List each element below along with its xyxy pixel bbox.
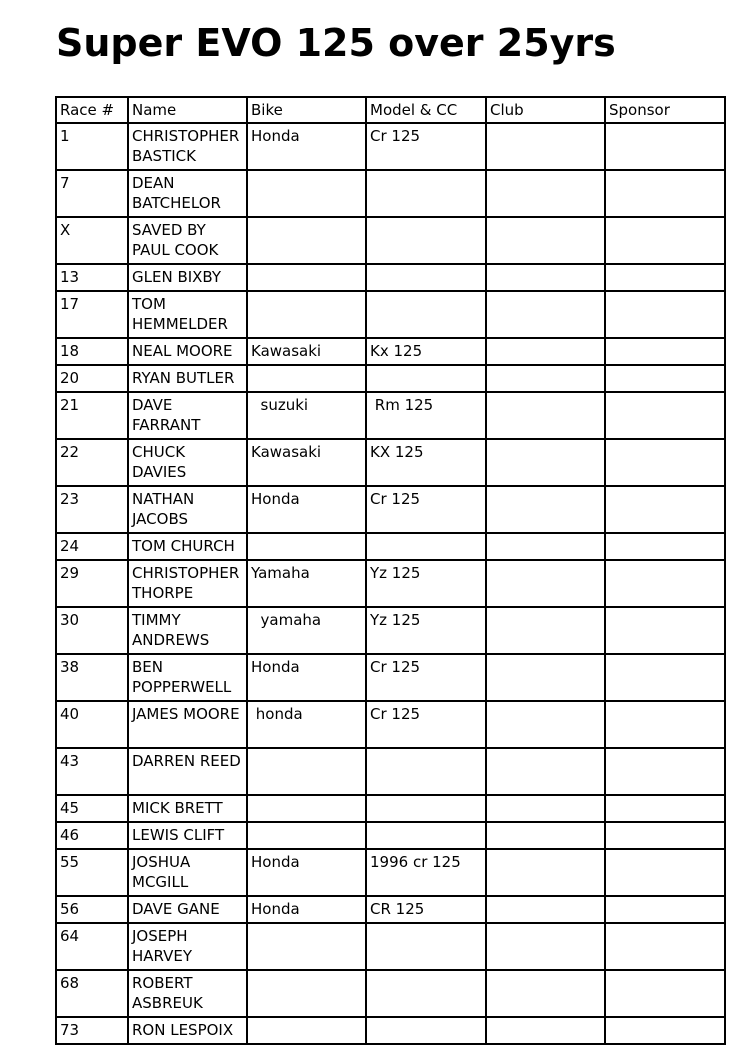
sponsor-cell <box>605 365 725 392</box>
race-number-cell: 73 <box>56 1017 128 1044</box>
rider-name-cell: BEN POPPERWELL <box>128 654 247 701</box>
rider-name-cell: NATHAN JACOBS <box>128 486 247 533</box>
club-cell <box>486 264 605 291</box>
rider-name-cell: RON LESPOIX <box>128 1017 247 1044</box>
club-cell <box>486 338 605 365</box>
model-cc-cell <box>366 264 486 291</box>
model-cc-cell <box>366 795 486 822</box>
bike-cell <box>247 291 366 338</box>
sponsor-cell <box>605 607 725 654</box>
rider-name-cell: TOM CHURCH <box>128 533 247 560</box>
page-title: Super EVO 125 over 25yrs <box>56 21 616 65</box>
table-row <box>56 795 725 822</box>
sponsor-cell <box>605 560 725 607</box>
club-cell <box>486 1017 605 1044</box>
sponsor-cell <box>605 170 725 217</box>
table-row <box>56 560 725 607</box>
club-cell <box>486 923 605 970</box>
rider-name-cell: DARREN REED <box>128 748 247 795</box>
rider-name-cell: TOM HEMMELDER <box>128 291 247 338</box>
rider-name-cell: DAVE FARRANT <box>128 392 247 439</box>
table-row <box>56 748 725 795</box>
race-number-cell: 24 <box>56 533 128 560</box>
column-header-race: Race # <box>56 97 128 123</box>
table-row <box>56 1017 725 1044</box>
bike-cell: suzuki <box>247 392 366 439</box>
rider-name-cell: JOSEPH HARVEY <box>128 923 247 970</box>
table-row <box>56 486 725 533</box>
rider-name-cell: NEAL MOORE <box>128 338 247 365</box>
club-cell <box>486 748 605 795</box>
race-number-cell: 13 <box>56 264 128 291</box>
race-number-cell: X <box>56 217 128 264</box>
rider-name-cell: RYAN BUTLER <box>128 365 247 392</box>
race-number-cell: 45 <box>56 795 128 822</box>
bike-cell: Kawasaki <box>247 439 366 486</box>
table-row <box>56 123 725 170</box>
race-number-cell: 46 <box>56 822 128 849</box>
column-header-sponsor: Sponsor <box>605 97 725 123</box>
club-cell <box>486 170 605 217</box>
race-number-cell: 7 <box>56 170 128 217</box>
model-cc-cell <box>366 365 486 392</box>
rider-name-cell: ROBERT ASBREUK <box>128 970 247 1017</box>
rider-name-cell: CHUCK DAVIES <box>128 439 247 486</box>
table-row <box>56 291 725 338</box>
sponsor-cell <box>605 291 725 338</box>
model-cc-cell: Cr 125 <box>366 654 486 701</box>
table-row <box>56 701 725 748</box>
model-cc-cell: Cr 125 <box>366 123 486 170</box>
race-number-cell: 55 <box>56 849 128 896</box>
model-cc-cell: 1996 cr 125 <box>366 849 486 896</box>
race-number-cell: 18 <box>56 338 128 365</box>
bike-cell: Yamaha <box>247 560 366 607</box>
model-cc-cell: Cr 125 <box>366 701 486 748</box>
sponsor-cell <box>605 217 725 264</box>
race-number-cell: 43 <box>56 748 128 795</box>
rider-name-cell: DEAN BATCHELOR <box>128 170 247 217</box>
sponsor-cell <box>605 701 725 748</box>
model-cc-cell: Rm 125 <box>366 392 486 439</box>
club-cell <box>486 970 605 1017</box>
rider-name-cell: CHRISTOPHER THORPE <box>128 560 247 607</box>
table-row <box>56 170 725 217</box>
model-cc-cell: Yz 125 <box>366 560 486 607</box>
rider-name-cell: MICK BRETT <box>128 795 247 822</box>
race-number-cell: 68 <box>56 970 128 1017</box>
sponsor-cell <box>605 123 725 170</box>
club-cell <box>486 533 605 560</box>
bike-cell <box>247 795 366 822</box>
rider-name-cell: JOSHUA MCGILL <box>128 849 247 896</box>
sponsor-cell <box>605 264 725 291</box>
club-cell <box>486 291 605 338</box>
race-number-cell: 17 <box>56 291 128 338</box>
club-cell <box>486 654 605 701</box>
table-row <box>56 392 725 439</box>
race-number-cell: 30 <box>56 607 128 654</box>
bike-cell <box>247 170 366 217</box>
model-cc-cell: Cr 125 <box>366 486 486 533</box>
entry-rows <box>56 123 725 1044</box>
table-row <box>56 822 725 849</box>
bike-cell: Honda <box>247 654 366 701</box>
bike-cell: yamaha <box>247 607 366 654</box>
bike-cell: Honda <box>247 486 366 533</box>
club-cell <box>486 392 605 439</box>
table-row <box>56 970 725 1017</box>
rider-name-cell: DAVE GANE <box>128 896 247 923</box>
club-cell <box>486 701 605 748</box>
club-cell <box>486 486 605 533</box>
club-cell <box>486 365 605 392</box>
sponsor-cell <box>605 439 725 486</box>
model-cc-cell <box>366 822 486 849</box>
table-row <box>56 264 725 291</box>
bike-cell <box>247 264 366 291</box>
club-cell <box>486 822 605 849</box>
club-cell <box>486 849 605 896</box>
model-cc-cell <box>366 533 486 560</box>
sponsor-cell <box>605 1017 725 1044</box>
bike-cell <box>247 365 366 392</box>
bike-cell: Honda <box>247 123 366 170</box>
table-row <box>56 607 725 654</box>
sponsor-cell <box>605 795 725 822</box>
rider-name-cell: GLEN BIXBY <box>128 264 247 291</box>
club-cell <box>486 560 605 607</box>
model-cc-cell <box>366 1017 486 1044</box>
sponsor-cell <box>605 533 725 560</box>
sponsor-cell <box>605 486 725 533</box>
header-row <box>56 97 725 123</box>
sponsor-cell <box>605 654 725 701</box>
sponsor-cell <box>605 923 725 970</box>
rider-name-cell: CHRISTOPHER BASTICK <box>128 123 247 170</box>
race-number-cell: 21 <box>56 392 128 439</box>
model-cc-cell <box>366 970 486 1017</box>
race-number-cell: 38 <box>56 654 128 701</box>
table-row <box>56 338 725 365</box>
race-number-cell: 29 <box>56 560 128 607</box>
race-number-cell: 40 <box>56 701 128 748</box>
model-cc-cell: CR 125 <box>366 896 486 923</box>
race-number-cell: 22 <box>56 439 128 486</box>
model-cc-cell <box>366 217 486 264</box>
column-header-name: Name <box>128 97 247 123</box>
club-cell <box>486 123 605 170</box>
model-cc-cell <box>366 291 486 338</box>
sponsor-cell <box>605 896 725 923</box>
table-row <box>56 849 725 896</box>
column-header-club: Club <box>486 97 605 123</box>
race-number-cell: 20 <box>56 365 128 392</box>
table-row <box>56 896 725 923</box>
column-header-bike: Bike <box>247 97 366 123</box>
race-number-cell: 64 <box>56 923 128 970</box>
bike-cell <box>247 1017 366 1044</box>
sponsor-cell <box>605 748 725 795</box>
table-row <box>56 533 725 560</box>
rider-name-cell: LEWIS CLIFT <box>128 822 247 849</box>
club-cell <box>486 896 605 923</box>
bike-cell <box>247 923 366 970</box>
sponsor-cell <box>605 822 725 849</box>
model-cc-cell: Yz 125 <box>366 607 486 654</box>
table-row <box>56 439 725 486</box>
rider-name-cell: JAMES MOORE <box>128 701 247 748</box>
model-cc-cell: KX 125 <box>366 439 486 486</box>
sponsor-cell <box>605 392 725 439</box>
model-cc-cell <box>366 748 486 795</box>
bike-cell <box>247 970 366 1017</box>
race-number-cell: 56 <box>56 896 128 923</box>
table-row <box>56 217 725 264</box>
club-cell <box>486 607 605 654</box>
model-cc-cell: Kx 125 <box>366 338 486 365</box>
column-header-model: Model & CC <box>366 97 486 123</box>
entry-table <box>55 96 726 1045</box>
bike-cell: Honda <box>247 849 366 896</box>
rider-name-cell: SAVED BY PAUL COOK <box>128 217 247 264</box>
club-cell <box>486 217 605 264</box>
club-cell <box>486 795 605 822</box>
race-number-cell: 23 <box>56 486 128 533</box>
table-row <box>56 365 725 392</box>
bike-cell <box>247 533 366 560</box>
sponsor-cell <box>605 849 725 896</box>
table-row <box>56 923 725 970</box>
table-row <box>56 654 725 701</box>
rider-name-cell: TIMMY ANDREWS <box>128 607 247 654</box>
race-number-cell: 1 <box>56 123 128 170</box>
model-cc-cell <box>366 170 486 217</box>
club-cell <box>486 439 605 486</box>
bike-cell: Kawasaki <box>247 338 366 365</box>
sponsor-cell <box>605 338 725 365</box>
bike-cell: honda <box>247 701 366 748</box>
bike-cell: Honda <box>247 896 366 923</box>
model-cc-cell <box>366 923 486 970</box>
bike-cell <box>247 748 366 795</box>
bike-cell <box>247 217 366 264</box>
sponsor-cell <box>605 970 725 1017</box>
bike-cell <box>247 822 366 849</box>
